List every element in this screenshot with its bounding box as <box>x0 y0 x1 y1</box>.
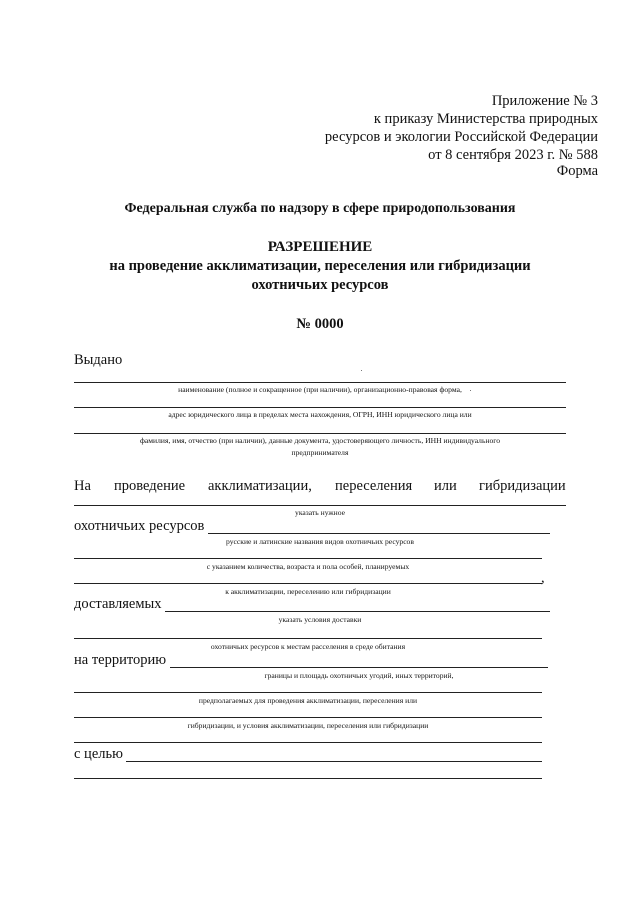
purpose-word-4: переселения <box>335 478 413 494</box>
issued-caption-3b: предпринимателя <box>291 448 349 457</box>
delivered-label: доставляемых <box>74 596 162 612</box>
resources-comma: , <box>541 570 545 586</box>
ministry-line: ресурсов и экологии Российской Федерации <box>324 129 598 145</box>
goal-line-2 <box>74 778 542 779</box>
issued-line-1 <box>74 382 566 383</box>
goal-label: с целью <box>74 746 123 762</box>
scan-speck <box>470 390 471 391</box>
issued-line-3 <box>74 433 566 434</box>
permit-number: № 0000 <box>296 316 344 332</box>
territory-label: на территорию <box>74 652 167 668</box>
purpose-word-6: гибридизации <box>479 478 566 494</box>
delivered-line-2 <box>74 638 542 639</box>
resources-caption-2: с указанием количества, возраста и пола особей, планируемых <box>206 562 410 571</box>
delivered-caption-2: охотничьих ресурсов к местам расселения в среде обитания <box>210 642 406 651</box>
purpose-word-2: проведение <box>114 478 186 494</box>
resources-line-1 <box>208 533 550 534</box>
territory-line-1 <box>170 667 548 668</box>
purpose-word-5: или <box>434 478 457 494</box>
purpose-word-3: акклиматизации, <box>208 478 312 494</box>
issued-label: Выдано <box>74 352 123 368</box>
issued-caption-2: адрес юридического лица в пределах места нахождения, ОГРН, ИНН юридического лица или <box>168 410 472 419</box>
territory-caption-3: гибридизации, и условия акклиматизации, переселения или гибридизации <box>187 721 429 730</box>
order-ref-line: к приказу Министерства природных <box>373 111 598 127</box>
delivered-line-1 <box>165 611 550 612</box>
delivered-caption-1: указать условия доставки <box>278 615 362 624</box>
issued-caption-3a: фамилия, имя, отчество (при наличии), данные документа, удостоверяющего личность, ИНН индивидуального <box>139 436 501 445</box>
resources-caption-1: русские и латинские названия видов охотничьих ресурсов <box>226 537 414 546</box>
document-subtitle-2: охотничьих ресурсов <box>251 277 389 293</box>
issued-line-2 <box>74 407 566 408</box>
territory-line-2 <box>74 692 542 693</box>
order-date-line: от 8 сентября 2023 г. № 588 <box>428 147 598 163</box>
appendix-number: Приложение № 3 <box>491 93 598 109</box>
document-title: РАЗРЕШЕНИЕ <box>267 239 373 255</box>
resources-caption-3: к акклиматизации, переселению или гибридизации <box>225 587 391 596</box>
form-label: Форма <box>556 163 598 179</box>
resources-line-3 <box>74 583 542 584</box>
purpose-line <box>74 505 566 506</box>
territory-line-3 <box>74 717 542 718</box>
territory-line-4 <box>74 742 542 743</box>
goal-line-1 <box>126 761 542 762</box>
territory-caption-1: границы и площадь охотничьих угодий, иных территорий, <box>264 671 454 680</box>
issued-caption-1: наименование (полное и сокращенное (при наличии), организационно-правовая форма, <box>178 385 462 394</box>
resources-line-2 <box>74 558 542 559</box>
purpose-caption: указать нужное <box>295 508 345 517</box>
scan-speck <box>361 370 362 371</box>
resources-label: охотничьих ресурсов <box>74 518 205 534</box>
purpose-word-1: На <box>74 478 91 494</box>
territory-caption-2: предполагаемых для проведения акклиматизации, переселения или <box>198 696 418 705</box>
document-subtitle-1: на проведение акклиматизации, переселения или гибридизации <box>109 258 531 274</box>
agency-name: Федеральная служба по надзору в сфере природопользования <box>124 201 516 216</box>
